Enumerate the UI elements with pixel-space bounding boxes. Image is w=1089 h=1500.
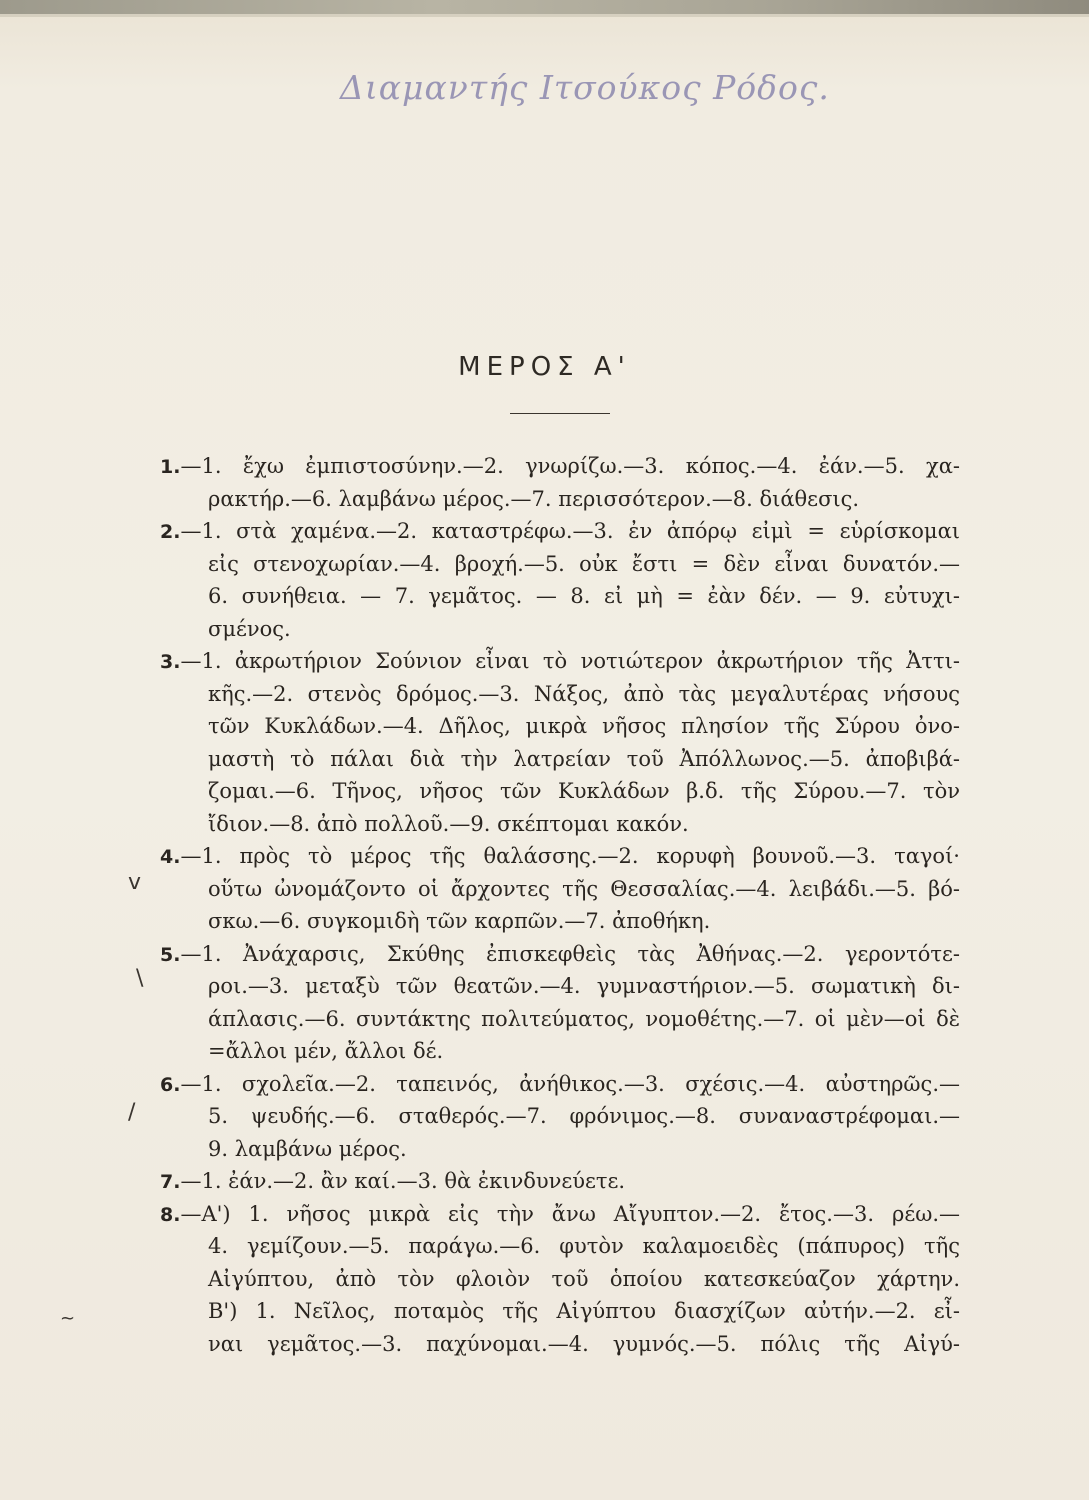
text-line: οὕτω ὠνομάζοντο οἱ ἄρχοντες τῆς Θεσσαλίας.—4. λειβάδι.—5. βό-: [208, 876, 960, 901]
text-line: σκω.—6. συγκομιδὴ τῶν καρπῶν.—7. ἀποθήκη.: [208, 909, 711, 933]
entry-number: 5.: [160, 943, 181, 966]
margin-slash-mark-2: /: [128, 1100, 136, 1125]
text-line: =ἄλλοι μέν, ἄλλοι δέ.: [208, 1039, 444, 1063]
answer-key-text: [160, 450, 960, 1360]
entry-number: 7.: [160, 1171, 181, 1193]
binding-edge: [0, 14, 1089, 17]
text-line: 8.—Α') 1. νῆσος μικρὰ εἰς τὴν ἄνω Αἴγυπτον.—2. ἔτος.—3. ρέω.—: [160, 1201, 960, 1226]
margin-check-mark: v: [128, 870, 142, 895]
title-divider: [510, 413, 610, 414]
section-title: ΜΕΡΟΣ Α': [458, 352, 631, 382]
entry-number: 8.: [160, 1203, 181, 1226]
entry-number: 3.: [160, 651, 181, 673]
entry-number: 2.: [160, 521, 181, 543]
text-line: άπλασις.—6. συντάκτης πολιτεύματος, νομοθέτης.—7. οἱ μὲν—οἱ δὲ: [208, 1006, 960, 1031]
text-line: σμένος.: [208, 616, 291, 641]
text-line: κῆς.—2. στενὸς δρόμος.—3. Νάξος, ἀπὸ τὰς μεγαλυτέρας νήσους: [208, 681, 960, 706]
text-line: ροι.—3. μεταξὺ τῶν θεατῶν.—4. γυμναστήριον.—5. σωματικὴ δι-: [208, 974, 960, 998]
text-line: 5.—1. Ἀνάχαρσις, Σκύθης ἐπισκεφθεὶς τὰς Ἀθήνας.—2. γεροντότε-: [160, 941, 960, 966]
entry-number: 4.: [160, 846, 181, 868]
text-line: 6.—1. σχολεῖα.—2. ταπεινός, ἀνήθικος.—3. σχέσις.—4. αὐστηρῶς.—: [160, 1071, 960, 1096]
text-line: μαστὴ τὸ πάλαι διὰ τὴν λατρείαν τοῦ Ἀπόλλωνος.—5. ἀποβιβά-: [208, 746, 960, 771]
text-line: 4. γεμίζουν.—5. παράγω.—6. φυτὸν καλαμοειδὲς (πάπυρος) τῆς: [208, 1234, 960, 1258]
text-line: 7.—1. ἐάν.—2. ἂν καί.—3. θὰ ἐκινδυνεύετε.: [160, 1169, 626, 1193]
text-line: 2.—1. στὰ χαμένα.—2. καταστρέφω.—3. ἐν ἀπόρῳ εἰμὶ = εὑρίσκομαι: [160, 519, 960, 543]
handwritten-owner-note: Διαμαντής Ιτσούκος Ρόδος.: [340, 68, 830, 107]
text-line: 4.—1. πρὸς τὸ μέρος τῆς θαλάσσης.—2. κορυφὴ βουνοῦ.—3. ταγοί·: [160, 844, 960, 868]
text-line: 9. λαμβάνω μέρος.: [208, 1136, 407, 1161]
text-line: Β') 1. Νεῖλος, ποταμὸς τῆς Αἰγύπτου διασχίζων αὐτήν.—2. εἶ-: [208, 1299, 960, 1323]
text-line: τῶν Κυκλάδων.—4. Δῆλος, μικρὰ νῆσος πλησίον τῆς Σύρου ὀνο-: [208, 714, 960, 738]
text-line: ρακτήρ.—6. λαμβάνω μέρος.—7. περισσότερον.—8. διάθεσις.: [208, 486, 860, 511]
margin-tilde-mark: ~: [60, 1308, 76, 1329]
text-line: ναι γεμᾶτος.—3. παχύνομαι.—4. γυμνός.—5. πόλις τῆς Αἰγύ-: [208, 1331, 960, 1356]
text-line: 5. ψευδής.—6. σταθερός.—7. φρόνιμος.—8. συναναστρέφομαι.—: [208, 1104, 960, 1128]
entry-number: 6.: [160, 1073, 181, 1096]
entry-number: 1.: [160, 456, 181, 478]
binding-strip: [0, 0, 1089, 15]
text-line: εἰς στενοχωρίαν.—4. βροχή.—5. οὐκ ἔστι = δὲν εἶναι δυνατόν.—: [208, 551, 960, 576]
text-line: 3.—1. ἀκρωτήριον Σούνιον εἶναι τὸ νοτιώτερον ἀκρωτήριον τῆς Ἀττι-: [160, 649, 960, 673]
text-line: Αἰγύπτου, ἀπὸ τὸν φλοιὸν τοῦ ὁποίου κατεσκεύαζον χάρτην.: [208, 1266, 960, 1291]
margin-slash-mark: \: [136, 966, 144, 991]
text-line: 6. συνήθεια. — 7. γεμᾶτος. — 8. εἰ μὴ = ἐὰν δέν. — 9. εὐτυχι-: [208, 584, 960, 608]
text-line: 1.—1. ἔχω ἐμπιστοσύνην.—2. γνωρίζω.—3. κόπος.—4. ἐάν.—5. χα-: [160, 454, 960, 478]
text-line: ἴδιον.—8. ἀπὸ πολλοῦ.—9. σκέπτομαι κακόν.: [208, 811, 689, 836]
text-line: ζομαι.—6. Τῆνος, νῆσος τῶν Κυκλάδων β.δ. τῆς Σύρου.—7. τὸν: [208, 779, 960, 803]
